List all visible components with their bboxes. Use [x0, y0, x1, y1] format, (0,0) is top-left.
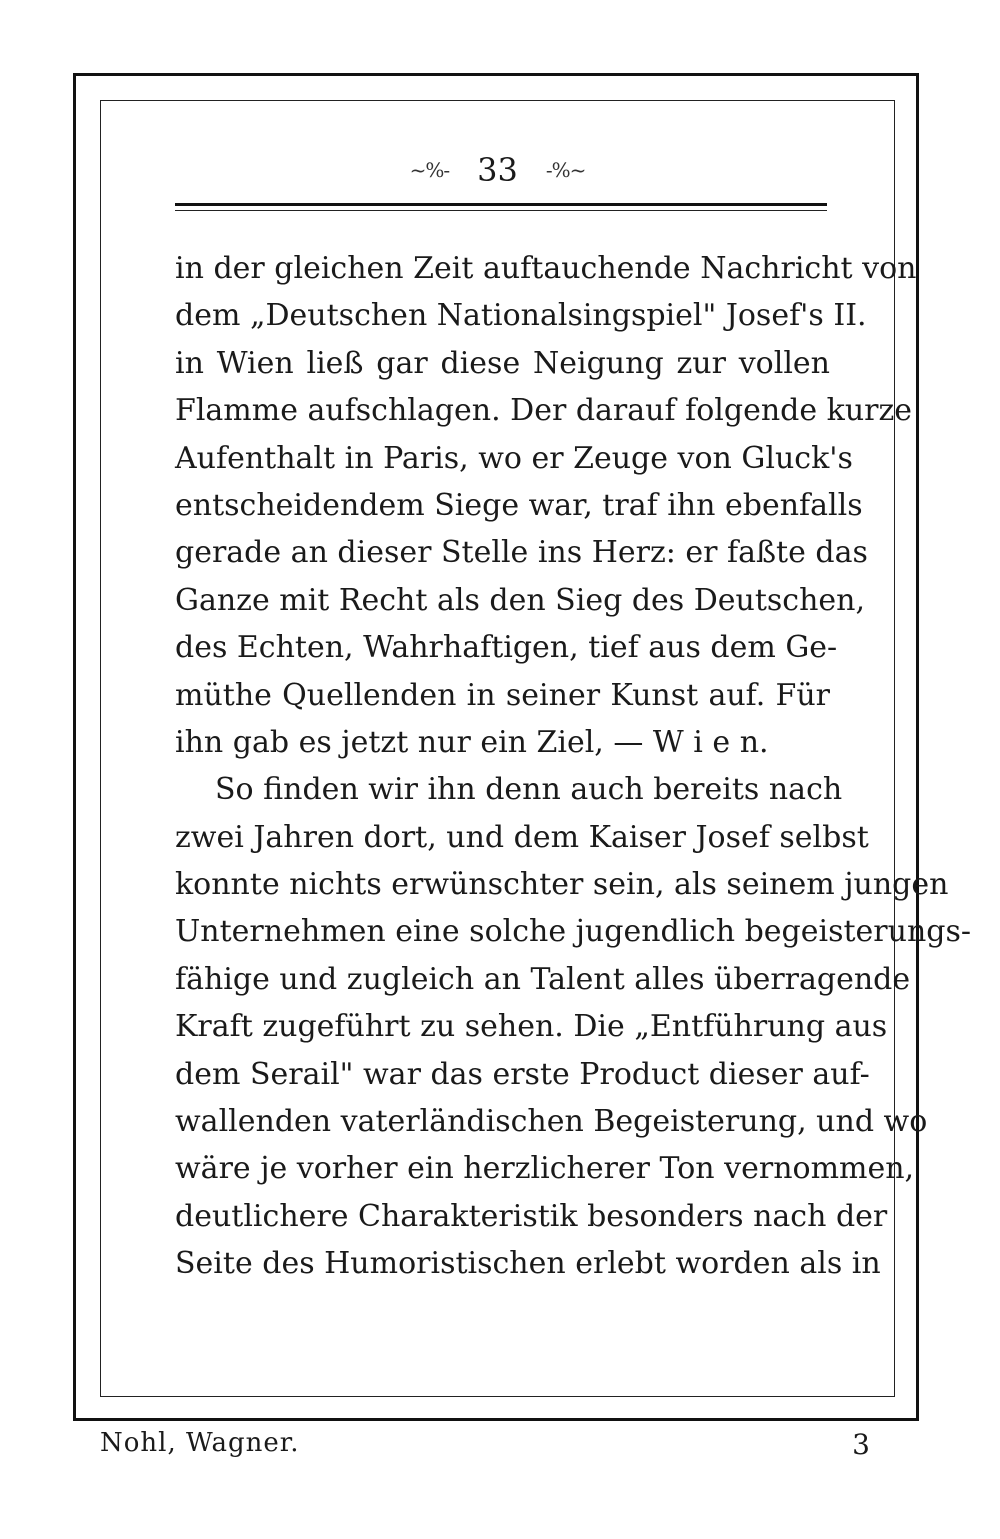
text-line: dem „Deutschen Nationalsingspiel" Josef's II.: [175, 298, 867, 334]
text-line: gerade an dieser Stelle ins Herz: er faßte das: [175, 535, 868, 571]
text-line: Seite des Humoristischen erlebt worden als in: [175, 1246, 881, 1282]
text-line: zwei Jahren dort, und dem Kaiser Josef selbst: [175, 819, 869, 855]
text-line: konnte nichts erwünschter sein, als seinem jungen: [175, 867, 949, 903]
sheet-number: 3: [852, 1428, 870, 1461]
text-line: fähige und zugleich an Talent alles überragende: [175, 961, 911, 997]
text-line: des Echten, Wahrhaftigen, tief aus dem Ge-: [175, 630, 838, 666]
page-number: 33: [477, 151, 518, 189]
text-line: wallenden vaterländischen Begeisterung, und wo: [175, 1104, 928, 1140]
text-line: wäre je vorher ein herzlicherer Ton vernommen,: [175, 1151, 915, 1187]
text-line: in der gleichen Zeit auftauchende Nachricht von: [175, 251, 917, 286]
text-line: Unternehmen eine solche jugendlich begeisterungs-: [175, 914, 972, 950]
text-line: So finden wir ihn denn auch bereits nach: [215, 772, 843, 808]
text-line: deutlichere Charakteristik besonders nach der: [175, 1198, 888, 1234]
ornament-right-icon: -%~: [545, 158, 586, 182]
text-line: Ganze mit Recht als den Sieg des Deutschen,: [175, 582, 866, 618]
text-line: ihn gab es jetzt nur ein Ziel, — W i e n.: [175, 724, 769, 760]
text-line: Aufenthalt in Paris, wo er Zeuge von Gluck's: [175, 440, 853, 476]
body-text: [175, 245, 972, 1288]
text-line: in Wien ließ gar diese Neigung zur vollen: [175, 345, 830, 381]
footer: [100, 1428, 870, 1478]
signature-mark: Nohl, Wagner.: [100, 1428, 300, 1458]
running-header: [100, 145, 895, 195]
header-rule-thick: [175, 203, 827, 206]
text-line: Flamme aufschlagen. Der darauf folgende kurze: [175, 393, 913, 429]
header-rule-thin: [175, 210, 827, 211]
text-line: entscheidendem Siege war, traf ihn ebenfalls: [175, 487, 863, 523]
ornament-left-icon: ~%-: [409, 158, 450, 182]
text-line: dem Serail" war das erste Product dieser auf-: [175, 1056, 870, 1092]
text-line: müthe Quellenden in seiner Kunst auf. Für: [175, 677, 830, 713]
text-line: Kraft zugeführt zu sehen. Die „Entführung aus: [175, 1009, 888, 1045]
